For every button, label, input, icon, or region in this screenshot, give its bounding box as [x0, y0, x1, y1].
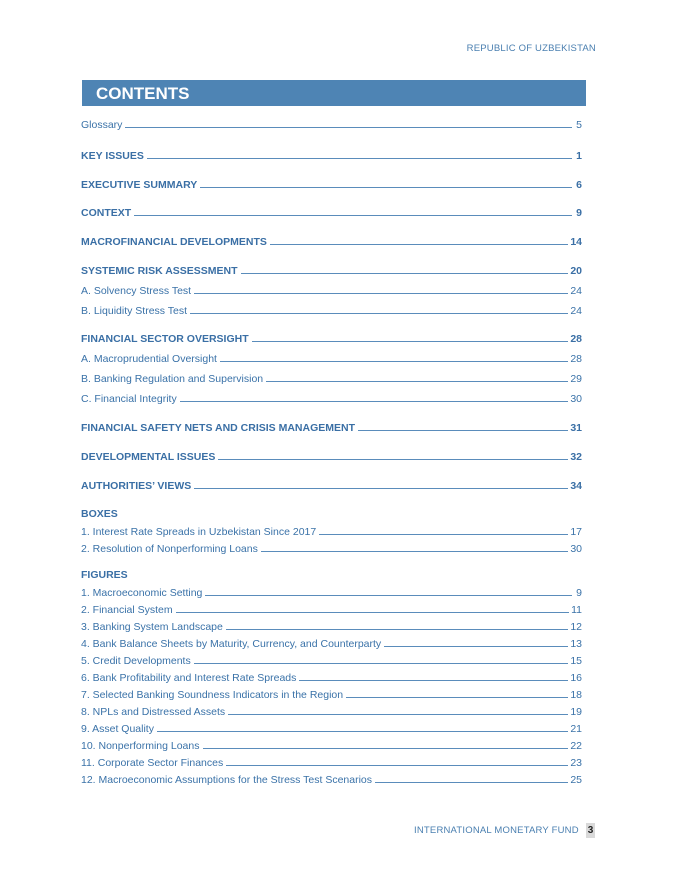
- toc-entry-authorities-views[interactable]: [81, 478, 582, 492]
- dot-leader: [194, 488, 568, 489]
- dot-leader: [176, 612, 569, 613]
- dot-leader: [299, 680, 568, 681]
- dot-leader: [180, 401, 569, 402]
- toc-entry-developmental-issues[interactable]: [81, 449, 582, 463]
- footer-publisher: INTERNATIONAL MONETARY FUND: [414, 825, 579, 836]
- toc-entry-page: 6: [576, 179, 582, 191]
- toc-entry-page: 22: [570, 740, 582, 752]
- toc-entry-text: 12. Macroeconomic Assumptions for the Stress Test Scenarios: [81, 774, 373, 786]
- toc-entry-financial-sector-oversight[interactable]: [81, 331, 582, 345]
- toc-entry-page: 24: [570, 305, 582, 317]
- toc-entry-page: 13: [570, 638, 582, 650]
- dot-leader: [266, 381, 568, 382]
- dot-leader: [384, 646, 568, 647]
- dot-leader: [241, 273, 569, 274]
- toc-entry-page: 15: [570, 655, 582, 667]
- figure-entry-5[interactable]: [81, 653, 582, 667]
- toc-entry-page: 34: [570, 480, 582, 492]
- toc-entry-glossary[interactable]: [81, 117, 582, 131]
- toc-entry-text: 1. Macroeconomic Setting: [81, 587, 203, 599]
- toc-entry-text: 2. Financial System: [81, 604, 173, 616]
- toc-entry-safety-nets[interactable]: [81, 420, 582, 434]
- toc-entry-page: 19: [570, 706, 582, 718]
- dot-leader: [200, 187, 572, 188]
- dot-leader: [194, 293, 568, 294]
- dot-leader: [346, 697, 568, 698]
- toc-entry-text: DEVELOPMENTAL ISSUES: [81, 451, 216, 463]
- dot-leader: [375, 782, 568, 783]
- toc-entry-banking-regulation[interactable]: [81, 371, 582, 385]
- toc-entry-page: 30: [570, 543, 582, 555]
- toc-entry-text: AUTHORITIES’ VIEWS: [81, 480, 192, 492]
- toc-entry-text: FINANCIAL SECTOR OVERSIGHT: [81, 333, 249, 345]
- toc-entry-financial-integrity[interactable]: [81, 391, 582, 405]
- boxes-heading: BOXES: [81, 508, 118, 520]
- toc-entry-executive-summary[interactable]: [81, 177, 582, 191]
- toc-entry-text: 7. Selected Banking Soundness Indicators in the Region: [81, 689, 344, 701]
- toc-entry-context[interactable]: [81, 205, 582, 219]
- figure-entry-12[interactable]: [81, 772, 582, 786]
- toc-entry-page: 11: [571, 604, 582, 616]
- toc-entry-text: 8. NPLs and Distressed Assets: [81, 706, 226, 718]
- toc-entry-text: 10. Nonperforming Loans: [81, 740, 200, 752]
- toc-entry-text: A. Macroprudential Oversight: [81, 353, 217, 365]
- toc-entry-text: 3. Banking System Landscape: [81, 621, 223, 633]
- toc-entry-liquidity-stress-test[interactable]: [81, 303, 582, 317]
- toc-entry-text: A. Solvency Stress Test: [81, 285, 192, 297]
- toc-entry-text: MACROFINANCIAL DEVELOPMENTS: [81, 236, 267, 248]
- dot-leader: [157, 731, 568, 732]
- figure-entry-7[interactable]: [81, 687, 582, 701]
- toc-entry-page: 25: [570, 774, 582, 786]
- dot-leader: [270, 244, 568, 245]
- toc-entry-text: 1. Interest Rate Spreads in Uzbekistan Since 2017: [81, 526, 317, 538]
- toc-entry-page: 18: [570, 689, 582, 701]
- figure-entry-3[interactable]: [81, 619, 582, 633]
- figure-entry-9[interactable]: [81, 721, 582, 735]
- figure-entry-1[interactable]: [81, 585, 582, 599]
- dot-leader: [134, 215, 572, 216]
- toc-entry-page: 28: [570, 333, 582, 345]
- toc-entry-systemic-risk-assessment[interactable]: [81, 263, 582, 277]
- toc-entry-page: 29: [570, 373, 582, 385]
- box-entry-interest-rate-spreads[interactable]: [81, 524, 582, 538]
- toc-entry-text: CONTEXT: [81, 207, 132, 219]
- toc-entry-page: 23: [570, 757, 582, 769]
- toc-entry-text: C. Financial Integrity: [81, 393, 177, 405]
- dot-leader: [205, 595, 572, 596]
- figure-entry-6[interactable]: [81, 670, 582, 684]
- dot-leader: [147, 158, 572, 159]
- dot-leader: [252, 341, 569, 342]
- dot-leader: [125, 127, 572, 128]
- toc-entry-text: 4. Bank Balance Sheets by Maturity, Currency, and Counterparty: [81, 638, 382, 650]
- toc-entry-text: 6. Bank Profitability and Interest Rate Spreads: [81, 672, 297, 684]
- figure-entry-11[interactable]: [81, 755, 582, 769]
- dot-leader: [218, 459, 568, 460]
- toc-entry-macroprudential-oversight[interactable]: [81, 351, 582, 365]
- toc-entry-page: 16: [570, 672, 582, 684]
- toc-entry-text: 5. Credit Developments: [81, 655, 191, 667]
- dot-leader: [220, 361, 568, 362]
- toc-entry-text: FINANCIAL SAFETY NETS AND CRISIS MANAGEMENT: [81, 422, 355, 434]
- toc-entry-solvency-stress-test[interactable]: [81, 283, 582, 297]
- toc-entry-text: 11. Corporate Sector Finances: [81, 757, 224, 769]
- toc-entry-page: 28: [570, 353, 582, 365]
- figure-entry-8[interactable]: [81, 704, 582, 718]
- dot-leader: [203, 748, 569, 749]
- toc-entry-page: 32: [570, 451, 582, 463]
- figure-entry-4[interactable]: [81, 636, 582, 650]
- toc-entry-text: EXECUTIVE SUMMARY: [81, 179, 198, 191]
- toc-entry-macrofinancial-developments[interactable]: [81, 234, 582, 248]
- toc-entry-page: 9: [576, 207, 582, 219]
- toc-entry-text: SYSTEMIC RISK ASSESSMENT: [81, 265, 238, 277]
- box-entry-resolution-npl[interactable]: [81, 541, 582, 555]
- toc-entry-page: 9: [576, 587, 582, 599]
- toc-entry-page: 30: [570, 393, 582, 405]
- dot-leader: [226, 765, 568, 766]
- dot-leader: [190, 313, 568, 314]
- toc-entry-page: 31: [570, 422, 582, 434]
- figures-heading: FIGURES: [81, 569, 128, 581]
- dot-leader: [358, 430, 568, 431]
- dot-leader: [194, 663, 569, 664]
- toc-entry-page: 1: [576, 150, 582, 162]
- toc-entry-text: KEY ISSUES: [81, 150, 144, 162]
- figure-entry-2[interactable]: [81, 602, 582, 616]
- table-of-contents: [81, 117, 582, 786]
- toc-entry-key-issues[interactable]: [81, 148, 582, 162]
- page-number: 3: [587, 825, 594, 836]
- toc-entry-page: 14: [570, 236, 582, 248]
- toc-entry-page: 17: [570, 526, 582, 538]
- toc-entry-text: 9. Asset Quality: [81, 723, 154, 735]
- toc-entry-page: 20: [570, 265, 582, 277]
- toc-entry-page: 12: [570, 621, 582, 633]
- dot-leader: [226, 629, 568, 630]
- toc-entry-text: B. Banking Regulation and Supervision: [81, 373, 264, 385]
- dot-leader: [228, 714, 568, 715]
- contents-title-bar: [82, 80, 586, 106]
- toc-entry-page: 24: [570, 285, 582, 297]
- toc-entry-text: Glossary: [81, 119, 123, 131]
- running-header: REPUBLIC OF UZBEKISTAN: [466, 43, 596, 54]
- dot-leader: [319, 534, 568, 535]
- dot-leader: [261, 551, 568, 552]
- figure-entry-10[interactable]: [81, 738, 582, 752]
- toc-entry-page: 21: [570, 723, 582, 735]
- toc-entry-page: 5: [576, 119, 582, 131]
- toc-entry-text: B. Liquidity Stress Test: [81, 305, 188, 317]
- toc-entry-text: 2. Resolution of Nonperforming Loans: [81, 543, 258, 555]
- contents-title: CONTENTS: [96, 84, 190, 103]
